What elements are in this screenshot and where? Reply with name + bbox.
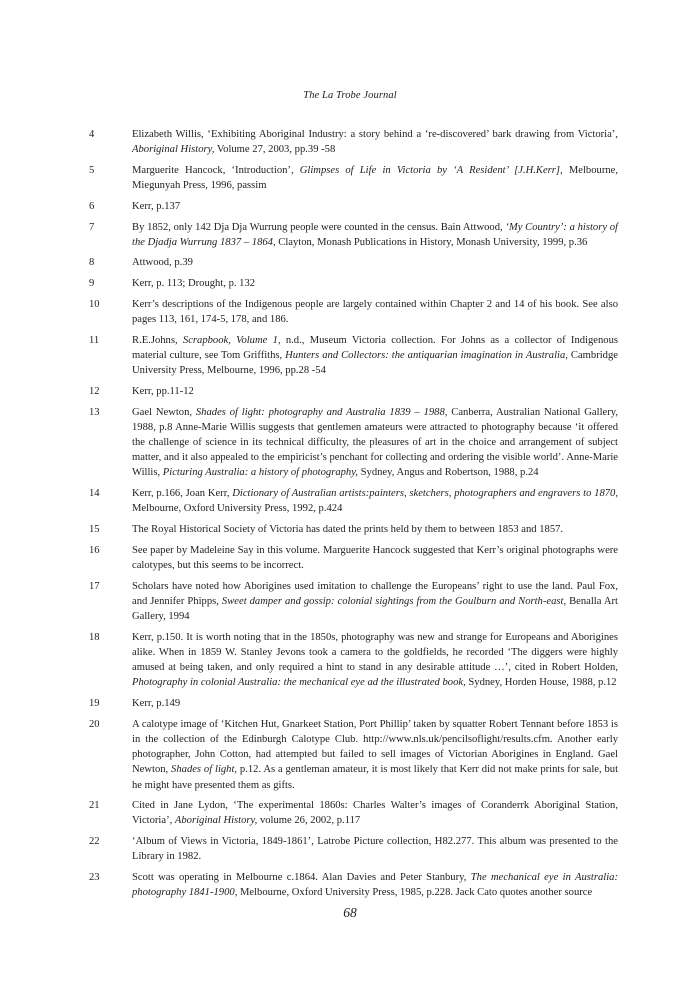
endnote-text bbox=[132, 834, 618, 864]
endnote-number: 17 bbox=[89, 580, 100, 592]
endnote-text bbox=[132, 127, 618, 157]
endnote-text bbox=[132, 579, 618, 625]
endnote-text bbox=[132, 798, 618, 828]
text-run: Cambridge University Press, Melbourne, 1996, pp.28 -54 bbox=[132, 349, 618, 377]
endnote bbox=[89, 630, 618, 691]
text-run: A calotype image of ‘Kitchen Hut, Gnarkeet Station, Port Phillip’ taken by squatter Robert Tennant before 1853 is in the collection of the Edinburgh Calotype Club. http://www.nls.uk/pencilsoflight/results.cfm. Another early photographer, John Cotton, had attempted but failed to sell images of Victorian Aborigines in England. Gael Newton, bbox=[132, 718, 618, 776]
endnote-number: 19 bbox=[89, 698, 100, 709]
text-run: Kerr, p. 113; Drought, p. 132 bbox=[132, 278, 256, 290]
endnote-number: 9 bbox=[89, 278, 95, 290]
italic-title: Dictionary of Australian artists:painters, sketchers, photographers and engravers to 1870, bbox=[232, 488, 618, 500]
endnote-text bbox=[132, 199, 618, 214]
endnote-text bbox=[132, 870, 618, 900]
text-run: See paper by Madeleine Say in this volume. Marguerite Hancock suggested that Kerr’s original photographs were calotypes, but this seems to be incorrect. bbox=[132, 544, 618, 571]
endnote-number: 11 bbox=[89, 334, 100, 346]
endnote bbox=[89, 522, 618, 537]
text-run: Attwood, p.39 bbox=[132, 257, 193, 269]
endnote bbox=[89, 696, 618, 711]
italic-title: Hunters and Collectors: the antiquarian imagination in Australia, bbox=[285, 349, 568, 361]
text-run: By 1852, only 142 Dja Dja Wurrung people were counted in the census. Bain Attwood, bbox=[132, 221, 506, 233]
text-run: Melbourne, Oxford University Press, 1985, p.228. Jack Cato quotes another source bbox=[237, 887, 593, 899]
endnote-text bbox=[132, 522, 618, 537]
text-run: ‘Album of Views in Victoria, 1849-1861’, Latrobe Picture collection, H82.277. This album was presented to the Library in 1982. bbox=[132, 836, 618, 863]
endnote-text bbox=[132, 297, 618, 327]
endnote-number: 16 bbox=[89, 544, 100, 556]
endnote-number: 22 bbox=[89, 836, 100, 848]
endnote-number: 13 bbox=[89, 406, 100, 418]
endnote-number: 15 bbox=[89, 523, 100, 535]
italic-title: Aboriginal History, bbox=[174, 815, 258, 827]
text-run: Sydney, Angus and Robertson, 1988, p.24 bbox=[357, 467, 539, 479]
italic-title: The mechanical eye in Australia: photography 1841-1900, bbox=[132, 872, 619, 899]
endnote-number: 4 bbox=[89, 129, 95, 140]
text-run: Scholars have noted how Aborigines used imitation to challenge the Europeans’ right to use the land. Paul Fox, and Jennifer Phipps, bbox=[132, 580, 618, 607]
endnote-number: 23 bbox=[89, 872, 100, 884]
endnote-number: 21 bbox=[89, 800, 100, 812]
text-run: R.E.Johns, bbox=[132, 334, 183, 346]
endnote-number: 5 bbox=[89, 164, 95, 176]
endnote bbox=[89, 870, 618, 900]
endnote bbox=[89, 834, 618, 864]
text-run: Kerr, p.166, Joan Kerr, bbox=[132, 488, 233, 500]
text-run: Marguerite Hancock, ‘Introduction’, bbox=[132, 164, 300, 176]
endnote-number: 10 bbox=[89, 298, 100, 310]
text-run: The Royal Historical Society of Victoria has dated the prints held by them to between 1853 and 1857. bbox=[132, 523, 564, 535]
italic-title: Photography in colonial Australia: the mechanical eye ad the illustrated book, bbox=[132, 677, 466, 689]
endnote-number: 12 bbox=[89, 385, 100, 397]
endnote-text bbox=[132, 696, 618, 711]
endnote bbox=[89, 384, 618, 399]
endnote bbox=[89, 127, 618, 157]
endnote-text bbox=[132, 384, 618, 399]
text-run: Elizabeth Willis, ‘Exhibiting Aboriginal Industry: a story behind a ‘re-discovered’ bark drawing from Victoria’, bbox=[132, 129, 618, 140]
endnote bbox=[89, 276, 618, 291]
italic-title: Glimpses of Life in Victoria by ‘A Resident’ [J.H.Kerr], bbox=[299, 164, 563, 176]
endnote-text bbox=[132, 717, 618, 793]
endnote bbox=[89, 798, 618, 828]
endnote-text bbox=[132, 486, 618, 516]
text-run: Scott was operating in Melbourne c.1864. Alan Davies and Peter Stanbury, bbox=[132, 872, 471, 884]
text-run: Benalla Art Gallery, 1994 bbox=[132, 595, 618, 622]
italic-title: Shades of light, bbox=[171, 764, 238, 776]
endnote-number: 20 bbox=[89, 718, 100, 730]
endnote bbox=[89, 255, 618, 270]
endnote-text bbox=[132, 630, 618, 691]
endnote-text bbox=[132, 276, 618, 291]
endnote-number: 14 bbox=[89, 488, 100, 500]
italic-title: Scrapbook, Volume 1, bbox=[182, 334, 281, 346]
text-run: p.12. As a gentleman amateur, it is most likely that Kerr did not make prints for sale, but he might have presented them as gifts. bbox=[132, 764, 619, 791]
text-run: Clayton, Monash Publications in History, Monash University, 1999, p.36 bbox=[275, 236, 588, 248]
endnote-text bbox=[132, 543, 618, 573]
text-run: Kerr, pp.11-12 bbox=[132, 385, 194, 397]
text-run: Cited in Jane Lydon, ‘The experimental 1860s: Charles Walter’s images of Coranderrk Aboriginal Station, Victoria’, bbox=[132, 800, 618, 827]
endnote-text bbox=[132, 255, 618, 270]
text-run: n.d., Museum Victoria collection. For Johns as a collector of Indigenous material culture, see Tom Griffiths, bbox=[132, 334, 618, 361]
endnote-text bbox=[132, 163, 618, 193]
text-run: Melbourne, Miegunyah Press, 1996, passim bbox=[132, 164, 618, 192]
endnote-number: 6 bbox=[89, 200, 95, 212]
endnote bbox=[89, 333, 618, 379]
text-run: Kerr, p.150. It is worth noting that in the 1850s, photography was new and strange for Europeans and Aborigines alike. When in 1859 W. Stanley Jevons took a camera to the goldfields, he recorded ‘The diggers were highly amused at being taken, and only required a hint to stand in any desirable attitude …’, cited in Robert Holden, bbox=[132, 631, 618, 674]
endnote-text bbox=[132, 333, 618, 379]
endnote bbox=[89, 717, 618, 793]
text-run: Melbourne, Oxford University Press, 1992, p.424 bbox=[132, 503, 343, 515]
endnote-number: 7 bbox=[89, 221, 95, 233]
text-run: Sydney, Horden House, 1988, p.12 bbox=[465, 677, 617, 689]
text-run: Kerr, p.137 bbox=[132, 200, 181, 212]
endnotes-list bbox=[89, 127, 618, 906]
text-run: volume 26, 2002, p.117 bbox=[257, 815, 361, 827]
italic-title: Shades of light: photography and Australia 1839 – 1988, bbox=[195, 406, 448, 418]
endnote bbox=[89, 220, 618, 250]
endnote bbox=[89, 405, 618, 481]
running-head: The La Trobe Journal bbox=[303, 90, 397, 101]
endnote bbox=[89, 579, 618, 625]
text-run: Gael Newton, bbox=[132, 406, 196, 418]
endnote bbox=[89, 199, 618, 214]
italic-title: Aboriginal History, bbox=[132, 144, 215, 156]
endnote-text bbox=[132, 405, 618, 481]
text-run: Kerr’s descriptions of the Indigenous people are largely contained within Chapter 2 and 14 of his book. See also pages 113, 161, 174-5, 178, and 186. bbox=[132, 298, 618, 326]
text-run: Volume 27, 2003, pp.39 -58 bbox=[214, 144, 336, 156]
endnote bbox=[89, 543, 618, 573]
endnote bbox=[89, 297, 618, 327]
italic-title: Picturing Australia: a history of photography, bbox=[162, 467, 358, 479]
text-run: Kerr, p.149 bbox=[132, 698, 181, 709]
italic-title: ‘My Country’: a history of the Djadja Wurrung 1837 – 1864, bbox=[132, 221, 618, 248]
endnote-text bbox=[132, 220, 618, 250]
italic-title: Sweet damper and gossip: colonial sightings from the Goulburn and North-east, bbox=[221, 595, 567, 607]
endnote bbox=[89, 486, 618, 516]
page-number: 68 bbox=[343, 905, 357, 920]
endnote bbox=[89, 163, 618, 193]
text-run: Canberra, Australian National Gallery, 1988, p.8 Anne-Marie Willis suggests that gentlemen amateurs were attracted to photography because ‘it offered the challenge of science in its technical difficulty, the pleasures of art in the choice and arrangement of subject matter, and it also appealed to the empiricist’s penchant for collecting and ordering the visible world’. Anne-Marie Willis, bbox=[132, 406, 619, 479]
endnote-number: 8 bbox=[89, 257, 95, 269]
endnote-number: 18 bbox=[89, 631, 100, 643]
